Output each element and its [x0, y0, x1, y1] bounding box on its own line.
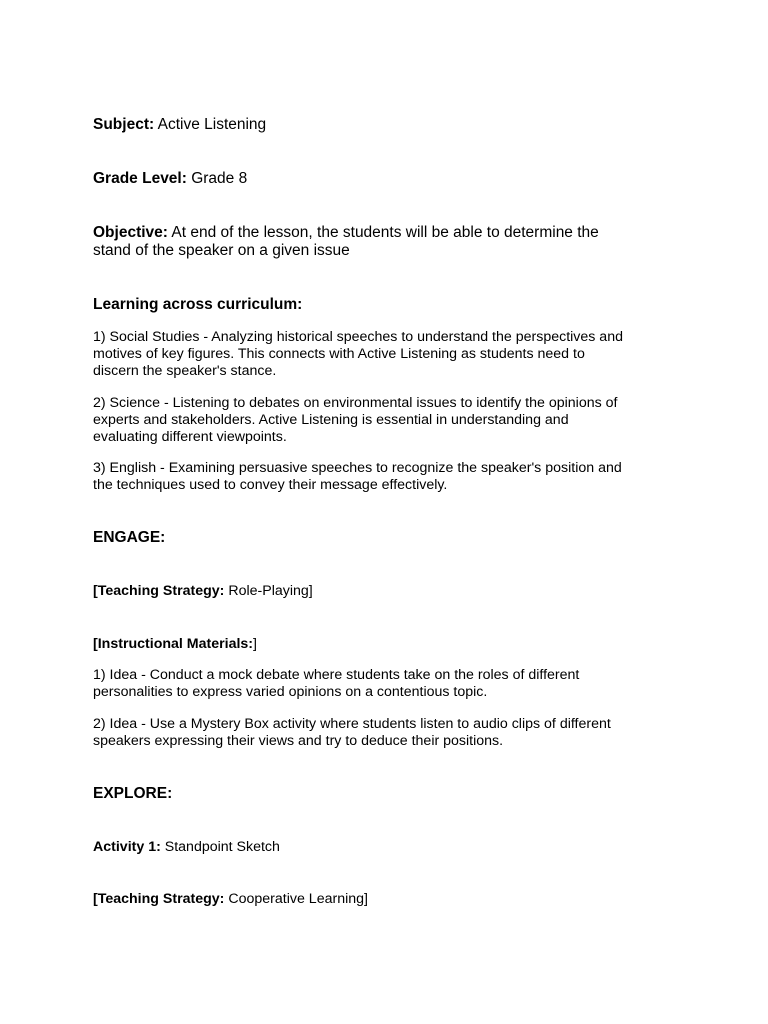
instructional-materials-label: [Instructional Materials: [93, 636, 254, 652]
activity-label: Activity 1: [93, 839, 161, 855]
engage-idea-1-line-2: personalities to express varied opinions on a contentious topic. [93, 684, 488, 700]
explore-heading-text: EXPLORE: [93, 785, 173, 802]
engage-idea-1-line-1: 1) Idea - Conduct a mock debate where students take on the roles of different [93, 667, 580, 683]
learning-item-3-line-1: 3) English - Examining persuasive speeches to recognize the speaker's position and [93, 460, 622, 476]
subject-value: Active Listening [157, 116, 267, 133]
explore-strategy-line [93, 891, 683, 908]
instructional-materials-close: ] [253, 636, 257, 652]
objective-line-1 [93, 224, 683, 242]
grade-level-label: Grade Level: [93, 170, 187, 187]
objective-label: Objective: [93, 224, 168, 241]
learning-heading-text: Learning across curriculum: [93, 296, 303, 313]
learning-item-3-line-2: the techniques used to convey their message effectively. [93, 477, 448, 493]
engage-heading-text: ENGAGE: [93, 529, 166, 546]
learning-item-2-line-3: evaluating different viewpoints. [93, 429, 287, 445]
learning-item-1-line-3: discern the speaker's stance. [93, 363, 277, 379]
engage-strategy-value: Role-Playing] [228, 583, 313, 599]
activity-line [93, 839, 683, 856]
learning-heading [93, 296, 683, 314]
explore-strategy-label: Teaching Strategy: [97, 891, 225, 907]
activity-value: Standpoint Sketch [164, 839, 280, 855]
subject-line [93, 116, 683, 134]
engage-strategy-open-bracket: [ [93, 583, 98, 599]
grade-level-value: Grade 8 [191, 170, 248, 187]
learning-item-2-line-2: experts and stakeholders. Active Listening is essential in understanding and [93, 412, 569, 428]
objective-line-2 [93, 242, 683, 260]
engage-idea-2-line-2: speakers expressing their views and try to deduce their positions. [93, 733, 504, 749]
engage-heading [93, 529, 683, 547]
learning-item-1-line-1: 1) Social Studies - Analyzing historical speeches to understand the perspectives and [93, 329, 623, 345]
explore-strategy-open-bracket: [ [93, 891, 98, 907]
subject-label: Subject: [93, 116, 155, 133]
objective-text-1: At end of the lesson, the students will be able to determine the [171, 224, 599, 241]
learning-item-1-line-2: motives of key figures. This connects with Active Listening as students need to [93, 346, 585, 362]
engage-idea-2-line-1: 2) Idea - Use a Mystery Box activity where students listen to audio clips of different [93, 716, 611, 732]
explore-strategy-value: Cooperative Learning] [228, 891, 368, 907]
instructional-materials-line [93, 636, 683, 653]
learning-item-2-line-1: 2) Science - Listening to debates on environmental issues to identify the opinions of [93, 395, 618, 411]
engage-strategy-label: Teaching Strategy: [97, 583, 225, 599]
objective-text-2: stand of the speaker on a given issue [93, 242, 350, 259]
engage-strategy-line [93, 583, 683, 600]
explore-heading [93, 785, 683, 803]
grade-level-line [93, 170, 683, 188]
